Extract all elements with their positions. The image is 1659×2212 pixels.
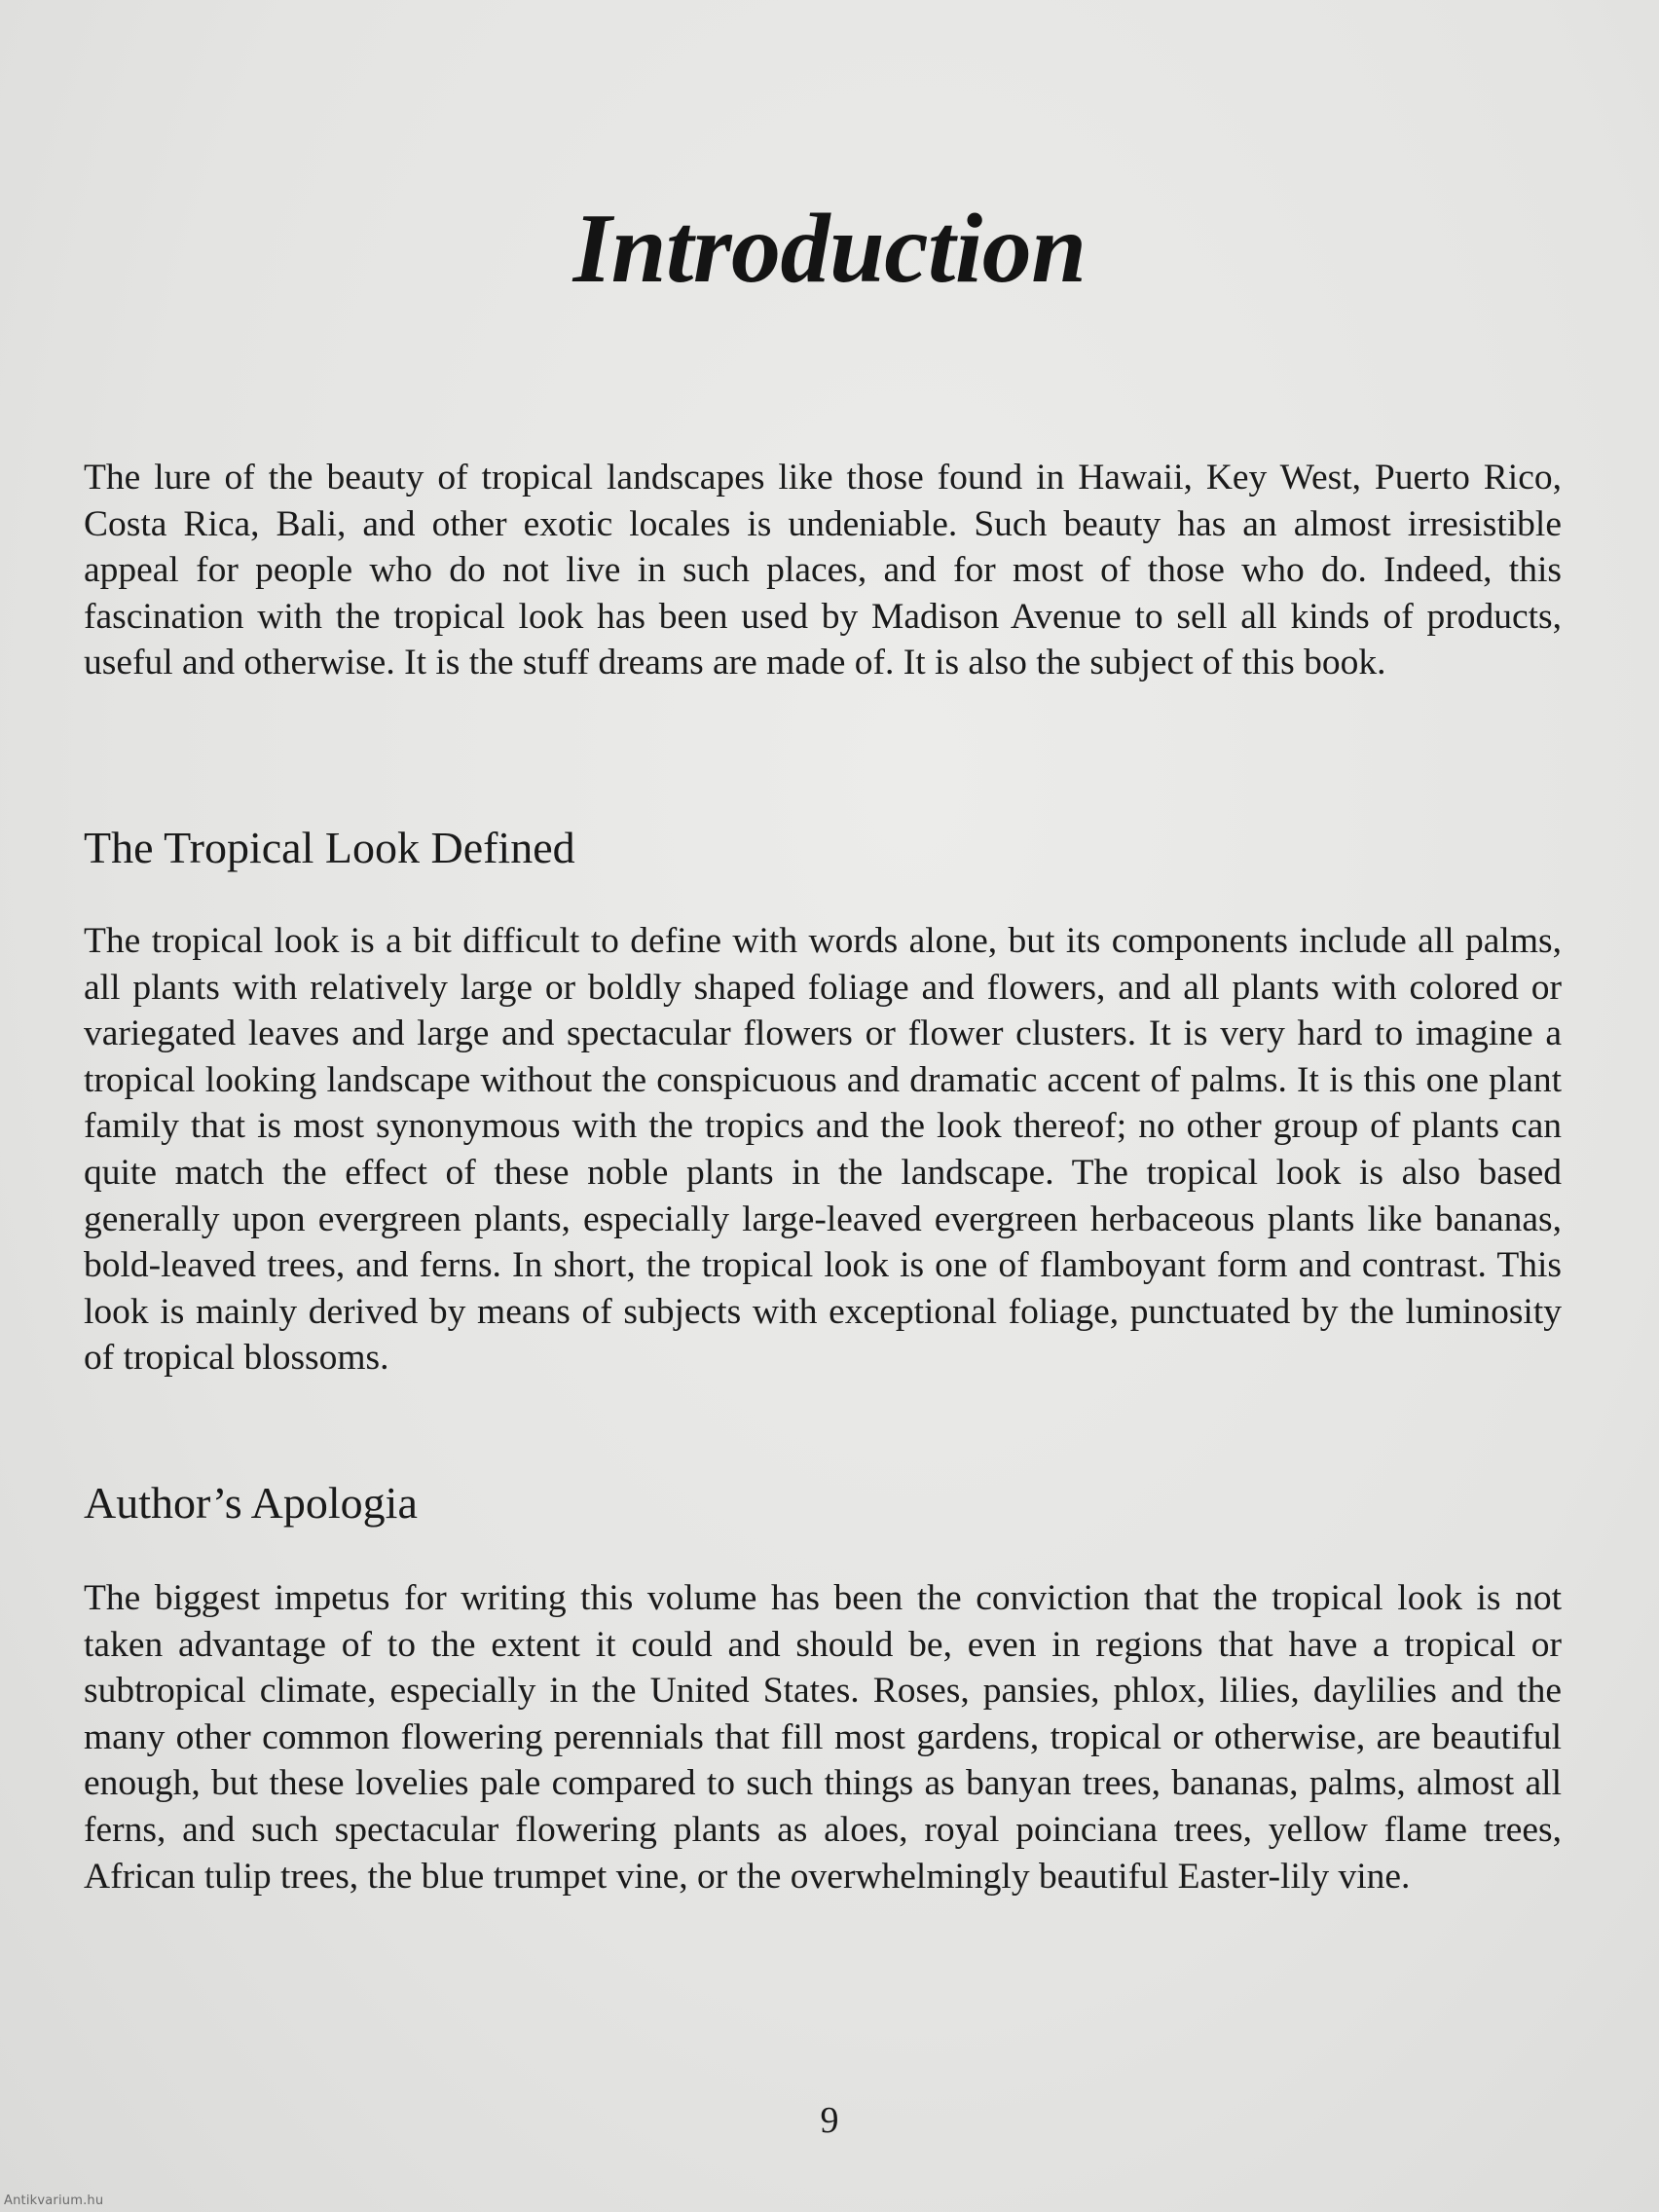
section-heading-apologia: Author’s Apologia <box>84 1478 418 1528</box>
section-heading-tropical-look: The Tropical Look Defined <box>84 823 575 872</box>
intro-paragraph: The lure of the beauty of tropical landscapes like those found in Hawaii, Key West, Puerto Rico, Costa Rica, Bali, and other exotic locales is undeniable. Such beauty has an almost irresistible appeal for people who do not live in such places, and for most of those who do. Indeed, this fascination with the tropical look has been used by Madison Avenue to sell all kinds of products, useful and otherwise. It is the stuff dreams are made of. It is also the subject of this book. <box>84 458 1562 683</box>
page-number: 9 <box>820 2100 839 2141</box>
section-body-apologia: The biggest impetus for writing this volume has been the conviction that the tropical look is not taken advantage of to the extent it could and should be, even in regions that have a tropical or subtropical climate, especially in the United States. Roses, pansies, phlox, lilies, daylilies and the many other common flowering perennials that fill most gardens, tropical or otherwise, are beautiful enough, but these lovelies pale compared to such things as banyan trees, bananas, palms, almost all ferns, and such spectacular flowering plants as aloes, royal poinciana trees, yellow flame trees, African tulip trees, the blue trumpet vine, or the overwhelmingly beautiful Easter-lily vine. <box>84 1578 1562 1897</box>
page-title: Introduction <box>572 194 1087 305</box>
watermark: Antikvarium.hu <box>4 2194 104 2208</box>
section-body-tropical-look: The tropical look is a bit difficult to define with words alone, but its components include all palms, all plants with relatively large or boldly shaped foliage and flowers, and all plants with colored or variegated leaves and large and spectacular flowers or flower clusters. It is very hard to imagine a tropical looking landscape without the conspicuous and dramatic accent of palms. It is this one plant family that is most synonymous with the tropics and the look thereof; no other group of plants can quite match the effect of these noble plants in the landscape. The tropical look is also based generally upon evergreen plants, especially large-leaved evergreen herbaceous plants like bananas, bold-leaved trees, and ferns. In short, the tropical look is one of flamboyant form and contrast. This look is mainly derived by means of subjects with exceptional foliage, punctuated by the luminosity of tropical blossoms. <box>84 921 1562 1379</box>
